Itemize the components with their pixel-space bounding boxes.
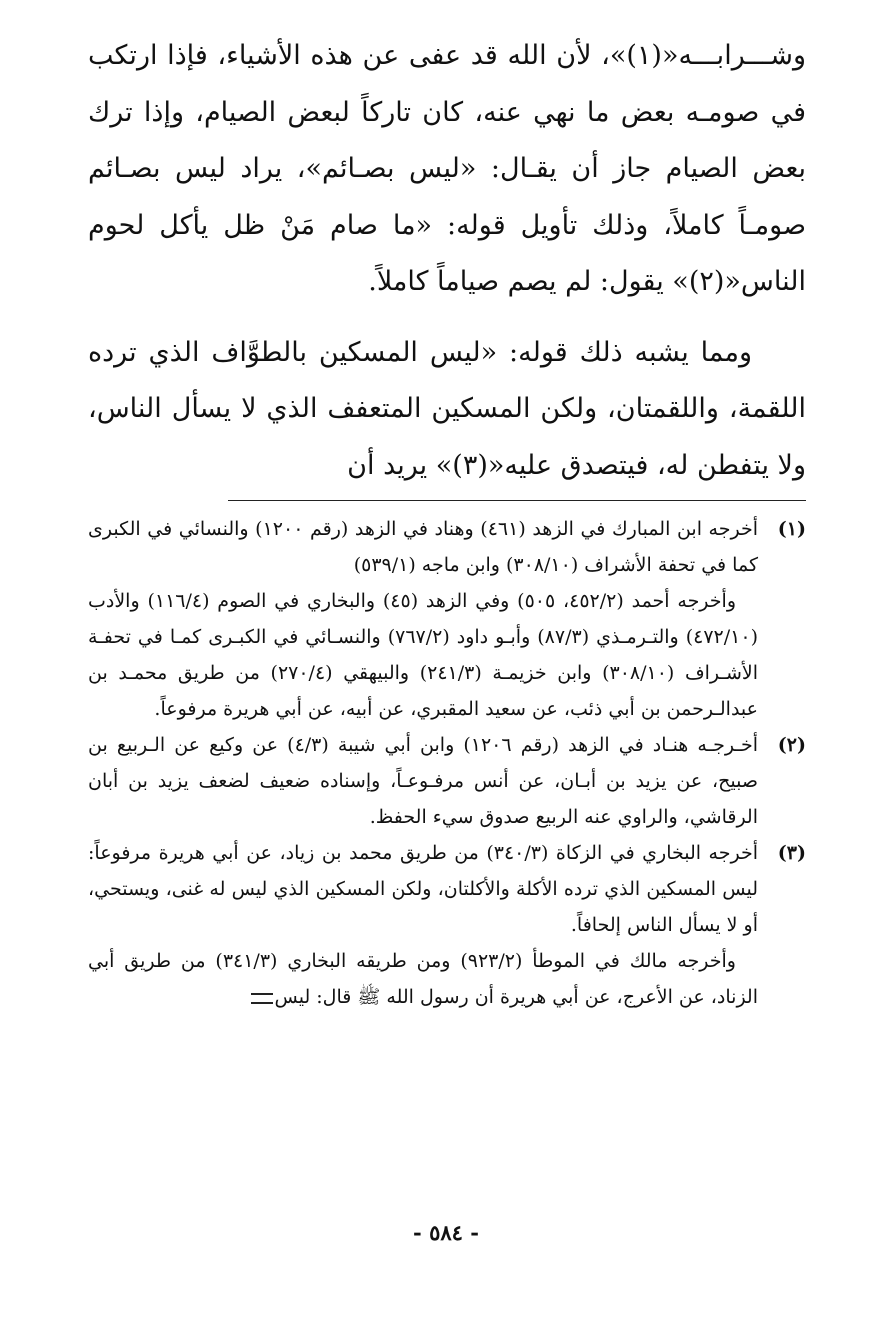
- footnote-number: (٢): [777, 734, 806, 756]
- main-text: [88, 28, 806, 494]
- page-number: - ٥٨٤ -: [413, 1220, 479, 1245]
- footnote-separator: [228, 500, 806, 501]
- footnote-text: وأخرجه أحمد (٤٥٢/٢، ٥٠٥) وفي الزهد (٤٥) والبخاري في الصوم (١١٦/٤) والأدب (٤٧٢/١٠) والتـرمـذي (٨٧/٣) وأبـو داود (٧٦٧/٢) والنسـائي في الكبـرى كمـا في تحفـة الأشـراف (٣٠٨/١٠) وابن خزيمـة (٢٤١/٣) والبيهقي (٢٧٠/٤) من طريق محمـد بن عبدالـرحمن بن أبي ذئب، عن سعيد المقبري، عن أبيه، عن أبي هريرة مرفوعاً.: [88, 590, 759, 720]
- footnote-text: أخـرجـه هنـاد في الزهد (رقم ١٢٠٦) وابن أبي شيبة (٤/٣) عن وكيع عن الـربيع بن صبيح، عن يزيد بن أبـان، عن أنس مرفـوعـاً، وإسناده ضعيف لضعف يزيد بن أبان الرقاشي، والراوي عنه الربيع صدوق سيء الحفظ.: [88, 734, 758, 828]
- footnote-text: أخرجه ابن المبارك في الزهد (٤٦١) وهناد في الزهد (رقم ١٢٠٠) والنسائي في الكبرى كما في تحفة الأشراف (٣٠٨/١٠) وابن ماجه (٥٣٩/١): [88, 518, 758, 576]
- main-paragraph-2: ومما يشبه ذلك قوله: «ليس المسكين بالطوَّاف الذي ترده اللقمة، واللقمتان، ولكن المسكين المتعفف الذي لا يسأل الناس، ولا يتفطن له، فيتصدق عليه«(٣)» يريد أن: [88, 336, 806, 481]
- book-page: [88, 28, 806, 1015]
- footnote-text: أخرجه البخاري في الزكاة (٣٤٠/٣) من طريق محمد بن زياد، عن أبي هريرة مرفوعاً: ليس المسكين الذي ترده الأكلة والأكلتان، ولكن المسكين الذي ليس له غنى، ويستحي، أو لا يسأل الناس إلحافاً.: [88, 842, 758, 936]
- footnote-1: [88, 511, 806, 727]
- footnote-3: [88, 835, 806, 1015]
- footnote-number: (١): [777, 518, 806, 540]
- footnote-number: (٣): [777, 842, 806, 864]
- footnote-2: [88, 727, 806, 835]
- footnote-text-segment: وأخرجه مالك في الموطأ (٩٢٣/٢) ومن طريقه البخاري (٣٤١/٣) من طريق أبي الزناد، عن الأعرج، عن أبي هريرة أن رسول الله ﷺ قال: ليس: [88, 950, 758, 1008]
- footnotes: [88, 511, 806, 1015]
- footnote-text: [88, 943, 758, 1015]
- main-paragraph-1: وشـــرابـــه«(١)»، لأن الله قد عفى عن هذه الأشياء، فإذا ارتكب في صومـه بعض ما نهي عنه، كان تاركاً لبعض الصيام، وإذا ترك بعض الصيام جاز أن يقـال: «ليس بصـائم»، يراد ليس بصـائم صومـاً كاملاً، وذلك تأويل قوله: «ما صام مَنْ ظل يأكل لحوم الناس«(٢)» يقول: لم يصم صياماً كاملاً.: [88, 40, 806, 297]
- continuation-mark-icon: [251, 993, 273, 1004]
